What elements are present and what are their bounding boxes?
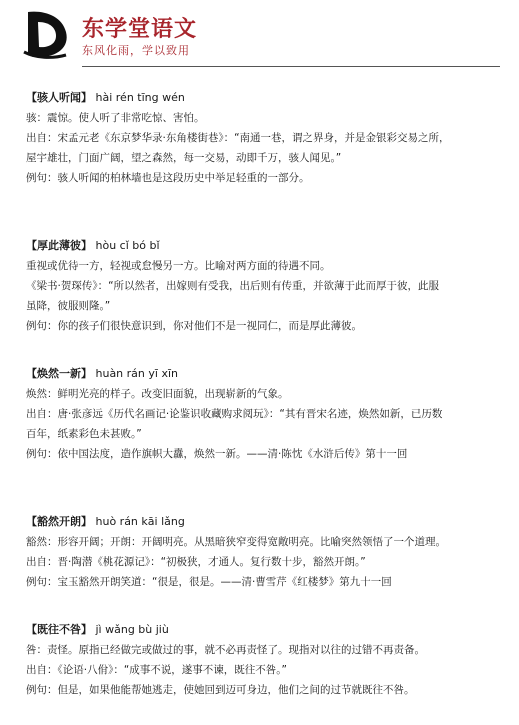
entry-line: 例句：骇人听闻的柏林墙也是这段历史中举足轻重的一部分。: [26, 172, 310, 184]
entry-line: 《梁书·贺琛传》：“所以然者，出嫁则有受我，出后则有传重，并欲薄于此而厚于彼，此服: [26, 280, 440, 292]
entry-line: 出自：《论语·八佾》：“成事不说，遂事不谏，既往不咎。”: [26, 664, 287, 676]
idiom-entry: [26, 620, 502, 700]
entry-line: 例句：宝玉豁然开朗笑道：“很是，很是。——清·曹雪芹《红楼梦》第九十一回: [26, 576, 392, 588]
idiom-pinyin: huàn rán yī xīn: [95, 367, 178, 380]
idiom-term: 【既往不咎】: [26, 623, 92, 636]
entry-line: 焕然：鲜明光亮的样子。改变旧面貌，出现崭新的气象。: [26, 388, 289, 400]
logo-icon: [22, 8, 74, 60]
idiom-term: 【骇人听闻】: [26, 91, 92, 104]
entry-heading: [26, 620, 502, 640]
entry-heading: [26, 236, 502, 256]
idiom-pinyin: hòu cǐ bó bǐ: [95, 239, 160, 252]
idiom-entry: [26, 512, 502, 592]
idiom-entry: [26, 88, 502, 188]
idiom-term: 【焕然一新】: [26, 367, 92, 380]
idiom-term: 【厚此薄彼】: [26, 239, 92, 252]
entry-heading: [26, 512, 502, 532]
idiom-entry: [26, 364, 502, 464]
entry-heading: [26, 364, 502, 384]
entry-line: 出自：宋孟元老《东京梦华录·东角楼街巷》：“南通一巷，谓之界身，并是金银彩交易之所，: [26, 132, 450, 144]
entry-line: 重视或优待一方，轻视或怠慢另一方。比喻对两方面的待遇不同。: [26, 260, 331, 272]
page-header: [22, 8, 500, 64]
entry-line: 出自：晋·陶潜《桃花源记》：“初极狭，才通人。复行数十步，豁然开朗。”: [26, 556, 366, 568]
header-divider: [82, 66, 500, 67]
idiom-term: 【豁然开朗】: [26, 515, 92, 528]
idiom-entry: [26, 236, 502, 336]
entry-line: 豁然：形容开阔；开朗：开阔明亮。从黑暗狭窄变得宽敞明亮。比喻突然领悟了一个道理。: [26, 536, 446, 548]
entry-line: 例句：依中国法度，造作旗帜大纛，焕然一新。——清·陈忱《水浒后传》第十一回: [26, 448, 408, 460]
idiom-pinyin: jì wǎng bù jiù: [95, 623, 169, 636]
entry-line: 虽降，彼服则隆。”: [26, 300, 111, 312]
entry-line: 屋宇雄壮，门面广阔，望之森然，每一交易，动即千万，骇人闻见。”: [26, 152, 342, 164]
entry-heading: [26, 88, 502, 108]
entry-line: 出自：唐·张彦远《历代名画记·论鉴识收藏购求阅玩》：“其有晋宋名迹，焕然如新，已历数: [26, 408, 443, 420]
entry-line: 骇：震惊。使人听了非常吃惊、害怕。: [26, 112, 205, 124]
brand-title: 东学堂语文: [82, 17, 198, 42]
entry-line: 例句：你的孩子们很快意识到，你对他们不是一视同仁，而是厚此薄彼。: [26, 320, 362, 332]
brand-slogan: 东风化雨，学以致用: [82, 44, 190, 57]
idiom-pinyin: hài rén tīng wén: [95, 91, 185, 104]
entry-line: 例句：但是，如果他能帮她逃走，使她回到迈可身边，他们之间的过节就既往不咎。: [26, 684, 415, 696]
idiom-pinyin: huò rán kāi lǎng: [95, 515, 185, 528]
entry-line: 咎：责怪。原指已经做完或做过的事，就不必再责怪了。现指对以往的过错不再责备。: [26, 644, 425, 656]
entry-line: 百年，纸素彩色未甚败。”: [26, 428, 142, 440]
